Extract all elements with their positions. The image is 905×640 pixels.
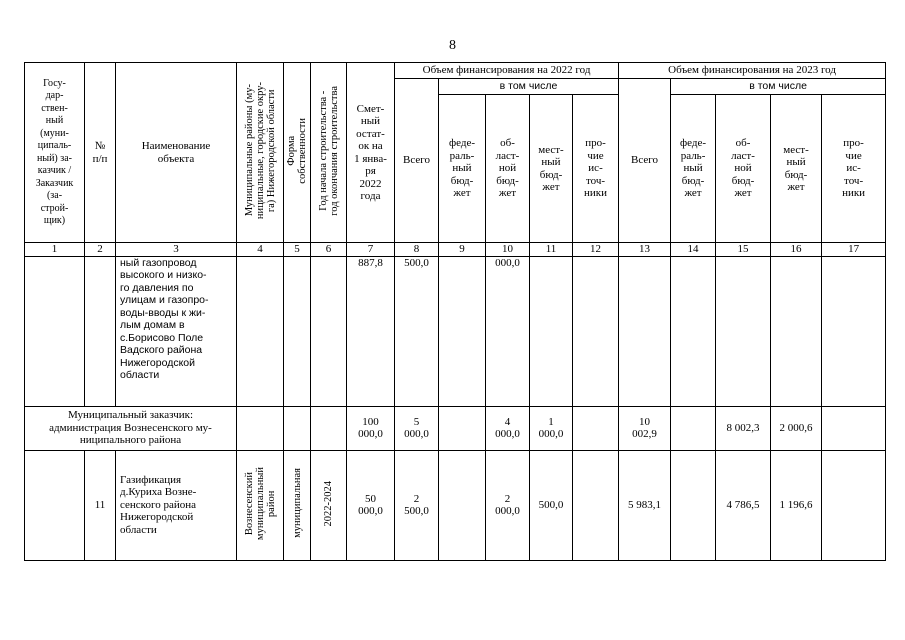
col-number: 9 <box>439 243 486 257</box>
object-name: ный газопровод высокого и низко- го давления по улицам и газопро- воды-вводы к жи- лым домам в с.Борисово Поле Вадского района Нижегородской области <box>116 256 237 406</box>
cell-local-2023: 1 196,6 <box>771 450 822 560</box>
col-number: 11 <box>530 243 573 257</box>
object-name: Газификация д.Куриха Возне- сенского района Нижегородской области <box>116 450 237 560</box>
cell-district: Вознесенский муниципальный район <box>237 450 284 560</box>
cell-total-2022: 2 500,0 <box>395 450 439 560</box>
cell-regional-2022: 4 000,0 <box>486 406 530 450</box>
cell-estimate: 887,8 <box>347 256 395 406</box>
col-number: 5 <box>284 243 311 257</box>
cell-regional-2023: 8 002,3 <box>716 406 771 450</box>
cell-estimate: 100 000,0 <box>347 406 395 450</box>
header-incl-2022: в том числе <box>439 79 619 95</box>
table-row <box>25 406 886 450</box>
col-number: 6 <box>311 243 347 257</box>
cell-regional-2023: 4 786,5 <box>716 450 771 560</box>
col-number: 15 <box>716 243 771 257</box>
cell-total-2023: 10 002,9 <box>619 406 671 450</box>
col-number: 17 <box>822 243 886 257</box>
header-total-2023: Всего <box>619 79 671 243</box>
header-regional-2022: об- ласт- ной бюд- жет <box>486 95 530 243</box>
cell-total-2022: 5 000,0 <box>395 406 439 450</box>
col-number: 14 <box>671 243 716 257</box>
col-number: 7 <box>347 243 395 257</box>
cell-ownership: муниципальная <box>284 450 311 560</box>
header-local-2022: мест- ный бюд- жет <box>530 95 573 243</box>
header-ownership: Форма собственности <box>284 63 311 243</box>
cell-regional-2022: 000,0 <box>486 256 530 406</box>
col-number: 4 <box>237 243 284 257</box>
header-local-2023: мест- ный бюд- жет <box>771 95 822 243</box>
column-numbers-row <box>25 243 886 257</box>
cell-years: 2022-2024 <box>311 450 347 560</box>
cell-local-2023: 2 000,6 <box>771 406 822 450</box>
header-customer: Госу- дар- ствен- ный (муни- ципаль- ный) за- казчик / Заказчик (за- строй- щик) <box>25 63 85 243</box>
cell-local-2022: 1 000,0 <box>530 406 573 450</box>
header-federal-2022: феде- раль- ный бюд- жет <box>439 95 486 243</box>
table-row <box>25 256 886 406</box>
header-regional-2023: об- ласт- ной бюд- жет <box>716 95 771 243</box>
header-estimate: Смет- ный остат- ок на 1 янва- ря 2022 года <box>347 63 395 243</box>
col-number: 16 <box>771 243 822 257</box>
col-number: 13 <box>619 243 671 257</box>
header-object-name: Наименование объекта <box>116 63 237 243</box>
col-number: 2 <box>85 243 116 257</box>
header-years: Год начала строительства - год окончания строительства <box>311 63 347 243</box>
cell-total-2023: 5 983,1 <box>619 450 671 560</box>
financing-table <box>24 62 886 561</box>
table-row <box>25 450 886 560</box>
col-number: 1 <box>25 243 85 257</box>
page-number: 8 <box>449 38 456 53</box>
cell-total-2022: 500,0 <box>395 256 439 406</box>
header-incl-2023: в том числе <box>671 79 886 95</box>
header-other-2023: про- чие ис- точ- ники <box>822 95 886 243</box>
col-number: 3 <box>116 243 237 257</box>
col-number: 8 <box>395 243 439 257</box>
header-fin-2022: Объем финансирования на 2022 год <box>395 63 619 79</box>
col-number: 12 <box>573 243 619 257</box>
header-fin-2023: Объем финансирования на 2023 год <box>619 63 886 79</box>
row-number: 11 <box>85 450 116 560</box>
header-districts: Муниципальные районы (му- ниципальные, городские окру- га) Нижегородской области <box>237 63 284 243</box>
cell-estimate: 50 000,0 <box>347 450 395 560</box>
header-total-2022: Всего <box>395 79 439 243</box>
col-number: 10 <box>486 243 530 257</box>
header-num: № п/п <box>85 63 116 243</box>
header-federal-2023: феде- раль- ный бюд- жет <box>671 95 716 243</box>
cell-regional-2022: 2 000,0 <box>486 450 530 560</box>
municipal-customer: Муниципальный заказчик: администрация Вознесенского му- ниципального района <box>25 406 237 450</box>
cell-local-2022: 500,0 <box>530 450 573 560</box>
header-other-2022: про- чие ис- точ- ники <box>573 95 619 243</box>
